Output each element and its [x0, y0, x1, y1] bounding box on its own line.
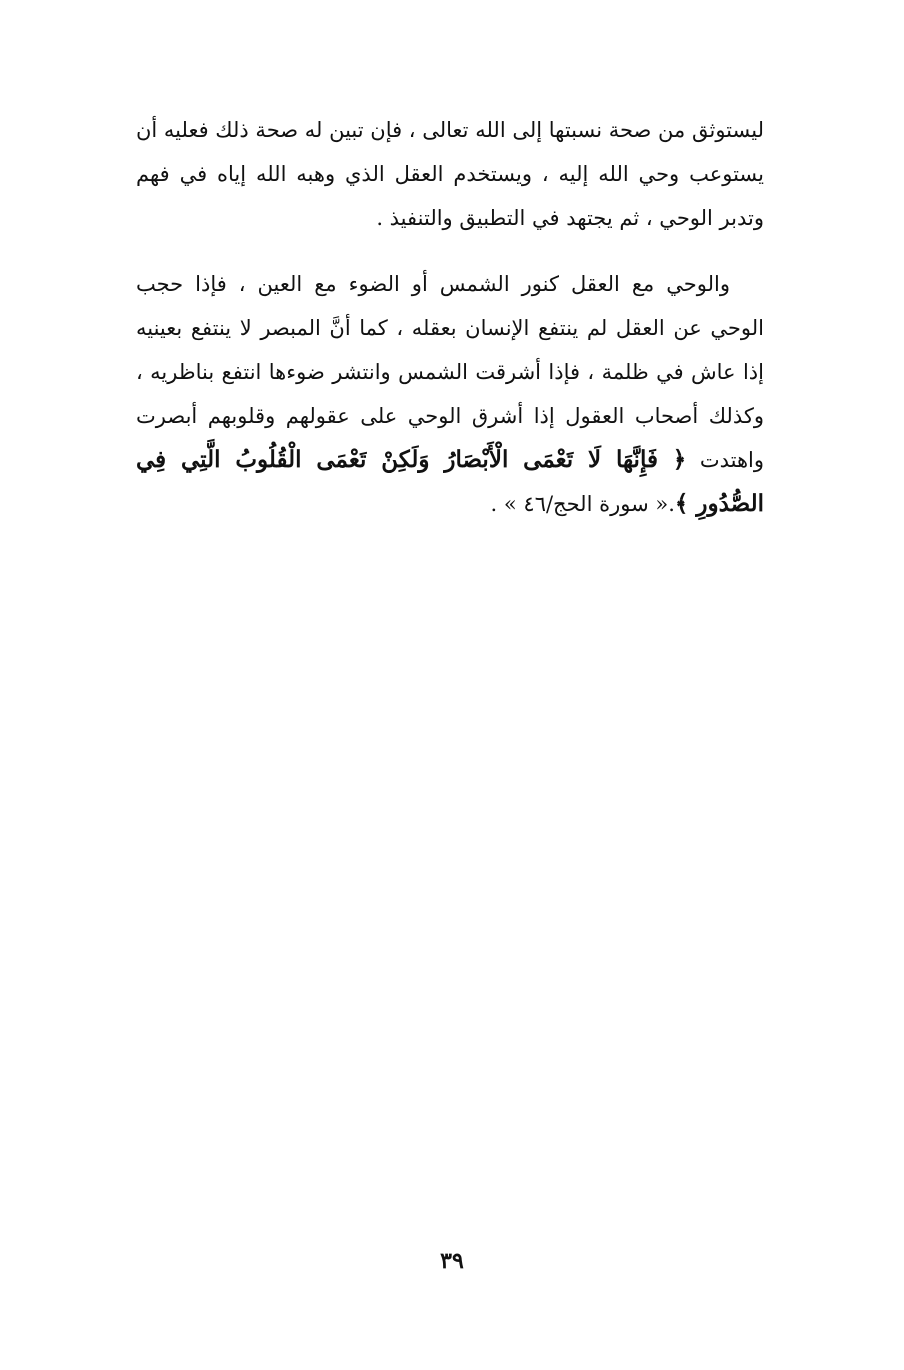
verse-reference: .« سورة الحج/٤٦ » .: [490, 492, 675, 516]
quran-verse: ﴿ فَإِنَّهَا لَا تَعْمَى الْأَبْصَارُ وَلَكِنْ تَعْمَى الْقُلُوبُ الَّتِي فِي الصُّدُورِ ﴾: [136, 446, 764, 517]
paragraph-2-text: والوحي مع العقل كنور الشمس أو الضوء مع العين ، فإذا حجب الوحي عن العقل لم ينتفع الإنسان بعقله ، كما أنَّ المبصر لا ينتفع بعينيه إذا عاش في ظلمة ، فإذا أشرقت الشمس وانتشر ضوءها انتفع بناظريه ، وكذلك أصحاب العقول إذا أشرق الوحي على عقولهم وقلوبهم أبصرت واهتدت: [136, 272, 764, 472]
body-text: [136, 108, 764, 526]
page-number: ٣٩: [440, 1248, 464, 1274]
paragraph-2: [136, 262, 764, 526]
paragraph-1-text: ليستوثق من صحة نسبتها إلى الله تعالى ، فإن تبين له صحة ذلك فعليه أن يستوعب وحي الله إليه ، ويستخدم العقل الذي وهبه الله إياه في فهم وتدبر الوحي ، ثم يجتهد في التطبيق والتنفيذ .: [135, 118, 764, 230]
paragraph-1: [136, 108, 764, 240]
